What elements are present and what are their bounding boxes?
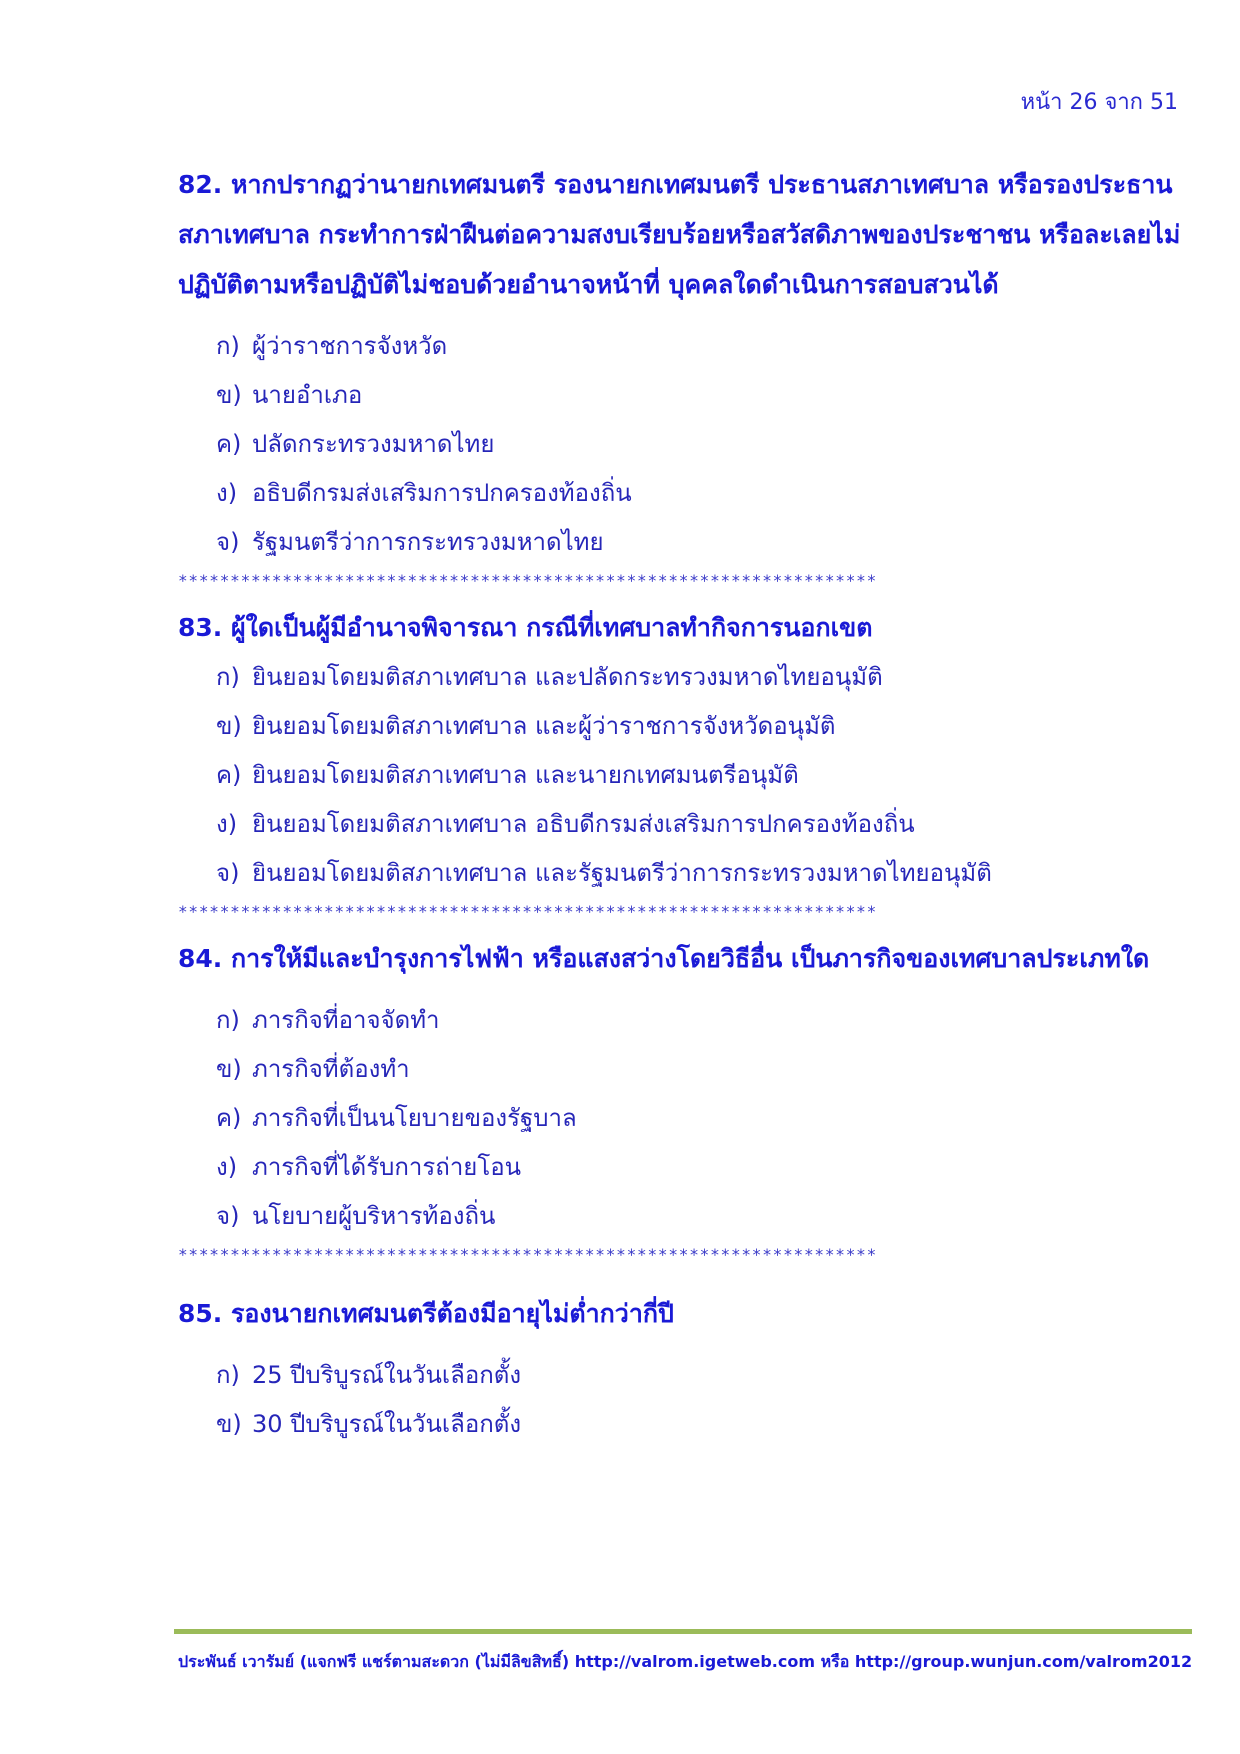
separator: ******************************************************************* (178, 1245, 877, 1264)
option-text: ผู้ว่าราชการจังหวัด (252, 332, 448, 360)
separator: ******************************************************************* (178, 902, 877, 921)
option-item (178, 653, 1190, 702)
option-text: ปลัดกระทรวงมหาดไทย (252, 430, 495, 458)
option-letter: ค) (216, 430, 242, 458)
option-item (178, 518, 1190, 567)
option-text: ยินยอมโดยมติสภาเทศบาล อธิบดีกรมส่งเสริมการปกครองท้องถิ่น (252, 810, 915, 838)
option-letter: ง) (216, 1153, 238, 1181)
option-letter: ก) (216, 663, 240, 691)
option-item (178, 702, 1190, 751)
option-letter: จ) (216, 528, 240, 556)
option-item (178, 1143, 1190, 1192)
option-letter: ค) (216, 761, 242, 789)
option-item (178, 1400, 1190, 1449)
option-letter: ข) (216, 381, 242, 409)
question-84: 84. การให้มีและบำรุงการไฟฟ้า หรือแสงสว่างโดยวิธีอื่น เป็นภารกิจของเทศบาลประเภทใด (178, 944, 1150, 973)
option-text: อธิบดีกรมส่งเสริมการปกครองท้องถิ่น (252, 479, 632, 507)
option-text: ภารกิจที่ต้องทำ (252, 1055, 410, 1083)
options-85 (178, 1351, 1190, 1449)
question-85: 85. รองนายกเทศมนตรีต้องมีอายุไม่ต่ำกว่ากี่ปี (178, 1299, 674, 1328)
option-item (178, 800, 1190, 849)
option-item (178, 1351, 1190, 1400)
option-item (178, 1045, 1190, 1094)
page-number: หน้า 26 จาก 51 (1020, 90, 1178, 115)
option-letter: ค) (216, 1104, 242, 1132)
option-text: รัฐมนตรีว่าการกระทรวงมหาดไทย (252, 528, 604, 556)
option-item (178, 1094, 1190, 1143)
option-text: นโยบายผู้บริหารท้องถิ่น (252, 1202, 496, 1230)
option-letter: ก) (216, 1361, 240, 1389)
option-text: ยินยอมโดยมติสภาเทศบาล และนายกเทศมนตรีอนุมัติ (252, 761, 799, 789)
option-item (178, 996, 1190, 1045)
option-letter: จ) (216, 1202, 240, 1230)
option-item (178, 1192, 1190, 1241)
option-letter: ง) (216, 479, 238, 507)
option-text: นายอำเภอ (252, 381, 363, 409)
option-letter: ข) (216, 1055, 242, 1083)
option-item (178, 751, 1190, 800)
options-84 (178, 996, 1190, 1241)
option-letter: จ) (216, 859, 240, 887)
footer-credit: ประพันธ์ เวารัมย์ (แจกฟรี แชร์ตามสะดวก (ไม่มีลิขสิทธิ์) http://valrom.igetweb.com หรือ http://group.wunjun.com/valrom2012 (178, 1652, 1193, 1671)
separator: ******************************************************************* (178, 571, 877, 590)
option-text: ยินยอมโดยมติสภาเทศบาล และรัฐมนตรีว่าการกระทรวงมหาดไทยอนุมัติ (252, 859, 992, 887)
option-text: ภารกิจที่ได้รับการถ่ายโอน (252, 1153, 522, 1181)
option-item (178, 469, 1190, 518)
question-list (178, 160, 1190, 1449)
option-text: ภารกิจที่เป็นนโยบายของรัฐบาล (252, 1104, 577, 1132)
option-letter: ง) (216, 810, 238, 838)
footer-rule (174, 1629, 1192, 1634)
option-text: ภารกิจที่อาจจัดทำ (252, 1006, 440, 1034)
option-text: ยินยอมโดยมติสภาเทศบาล และผู้ว่าราชการจังหวัดอนุมัติ (252, 712, 836, 740)
option-text: 25 ปีบริบูรณ์ในวันเลือกตั้ง (252, 1361, 522, 1389)
option-item (178, 371, 1190, 420)
option-item (178, 849, 1190, 898)
option-letter: ข) (216, 1410, 242, 1438)
option-letter: ก) (216, 332, 240, 360)
option-text: ยินยอมโดยมติสภาเทศบาล และปลัดกระทรวงมหาดไทยอนุมัติ (252, 663, 883, 691)
option-letter: ข) (216, 712, 242, 740)
options-83 (178, 653, 1190, 898)
options-82 (178, 322, 1190, 567)
question-82: 82. หากปรากฏว่านายกเทศมนตรี รองนายกเทศมนตรี ประธานสภาเทศบาล หรือรองประธานสภาเทศบาล กระทำการฝ่าฝืนต่อความสงบเรียบร้อยหรือสวัสดิภาพของประชาชน หรือละเลยไม่ปฏิบัติตามหรือปฏิบัติไม่ชอบด้วยอำนาจหน้าที่ บุคคลใดดำเนินการสอบสวนได้ (178, 170, 1181, 299)
option-item (178, 322, 1190, 371)
question-83: 83. ผู้ใดเป็นผู้มีอำนาจพิจารณา กรณีที่เทศบาลทำกิจการนอกเขต (178, 613, 873, 642)
option-letter: ก) (216, 1006, 240, 1034)
option-text: 30 ปีบริบูรณ์ในวันเลือกตั้ง (252, 1410, 522, 1438)
option-item (178, 420, 1190, 469)
